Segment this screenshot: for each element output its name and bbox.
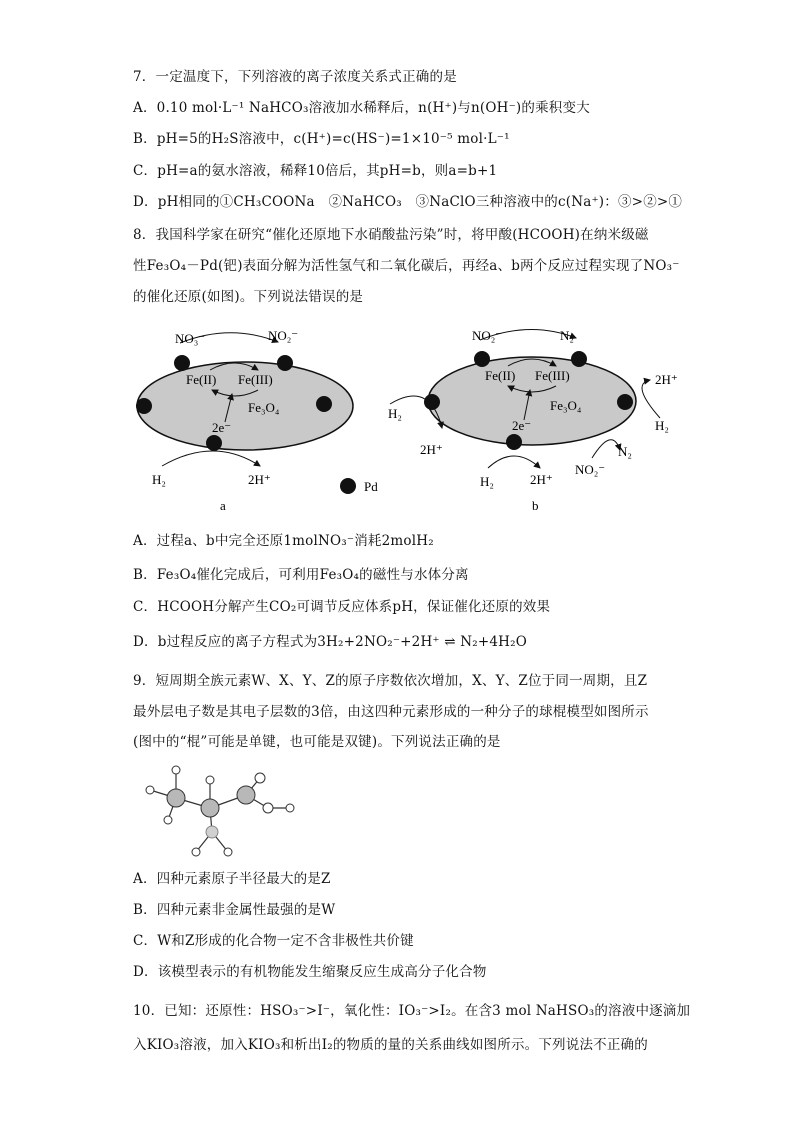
diagram-a-no2-label: NO₂⁻ (268, 328, 299, 343)
diagram-a-h2-label: H₂ (152, 472, 166, 487)
diagram-a-fe3-label: Fe(III) (238, 372, 273, 387)
diagram-b-left-h2-label: H₂ (388, 406, 402, 421)
diagram-b-electron-label: 2e⁻ (512, 418, 532, 433)
diagram-b-fe2-label: Fe(II) (485, 368, 516, 383)
diagram-b-bottom-n2-label: N₂ (618, 444, 632, 459)
diagram-b-bottom-no2-label: NO₂⁻ (575, 462, 606, 477)
q7-option-c: C．pH=a的氨水溶液，稀释10倍后，其pH=b，则a=b+1 (133, 163, 498, 179)
q8-option-d: D．b过程反应的离子方程式为3H₂+2NO₂⁻+2H⁺ ⇌ N₂+4H₂O (133, 634, 528, 650)
q8-stem-line1: 8．我国科学家在研究“催化还原地下水硝酸盐污染”时，将甲酸(HCOOH)在纳米级磁 (133, 227, 649, 243)
diagram-b-bottom-h2-label: H₂ (480, 474, 494, 489)
ball-and-stick-model (140, 760, 300, 860)
q7-stem: 7．一定温度下，下列溶液的离子浓度关系式正确的是 (133, 69, 457, 85)
q9-stem-line2: 最外层电子数是其电子层数的3倍，由这四种元素形成的一种分子的球棍模型如图所示 (133, 704, 649, 720)
diagram-b-fe3o4-label: Fe₃O₄ (550, 398, 582, 413)
diagram-a (136, 328, 353, 513)
q7-option-a: A．0.10 mol·L⁻¹ NaHCO₃溶液加水稀释后，n(H⁺)与n(OH⁻)的乘积变大 (133, 100, 590, 116)
q10-stem-line1: 10．已知：还原性：HSO₃⁻>I⁻，氧化性：IO₃⁻>I₂。在含3 mol NaHSO₃的溶液中逐滴加 (133, 1003, 691, 1019)
q8-stem-line2: 性Fe₃O₄－Pd(钯)表面分解为活性氢气和二氧化碳后，再经a、b两个反应过程实现了NO₃⁻ (133, 258, 680, 274)
diagram-b-right-h2-label: H₂ (655, 418, 669, 433)
pd-legend (340, 478, 378, 494)
q8-stem-line3: 的催化还原(如图)。下列说法错误的是 (133, 289, 364, 305)
q8-option-b: B．Fe₃O₄催化完成后，可利用Fe₃O₄的磁性与水体分离 (133, 567, 469, 583)
diagram-a-no3-label: NO₃⁻ (175, 331, 206, 346)
diagram-a-fe2-label: Fe(II) (186, 372, 217, 387)
diagram-b-no2-label: NO₂⁻ (472, 328, 503, 343)
diagram-b-bottom-h-label: 2H⁺ (530, 472, 553, 487)
q7-option-b: B．pH=5的H₂S溶液中，c(H⁺)=c(HS⁻)=1×10⁻⁵ mol·L⁻¹ (133, 131, 510, 147)
diagram-b-fe3-label: Fe(III) (535, 368, 570, 383)
q9-stem-line1: 9．短周期全族元素W、X、Y、Z的原子序数依次增加，X、Y、Z位于同一周期，且Z (133, 673, 648, 689)
q9-option-a: A．四种元素原子半径最大的是Z (133, 871, 331, 887)
q7-option-d: D．pH相同的①CH₃COONa ②NaHCO₃ ③NaClO三种溶液中的c(Na⁺)：③>②>① (133, 194, 683, 210)
diagram-a-fe3o4-label: Fe₃O₄ (248, 400, 280, 415)
q9-stem-line3: (图中的“棍”可能是单键，也可能是双键)。下列说法正确的是 (133, 734, 501, 750)
diagram-b (388, 328, 678, 513)
diagram-b-left-h-label: 2H⁺ (420, 442, 443, 457)
q10-stem-line2: 入KIO₃溶液，加入KIO₃和析出I₂的物质的量的关系曲线如图所示。下列说法不正确的 (133, 1037, 648, 1053)
q9-option-d: D．该模型表示的有机物能发生缩聚反应生成高分子化合物 (133, 964, 487, 980)
diagram-a-h-label: 2H⁺ (248, 472, 271, 487)
q9-option-c: C．W和Z形成的化合物一定不含非极性共价键 (133, 933, 414, 949)
catalytic-reduction-diagram (120, 318, 700, 518)
diagram-b-n2-label: N₂ (560, 328, 574, 343)
q9-option-b: B．四种元素非金属性最强的是W (133, 902, 336, 918)
diagram-a-electron-label: 2e⁻ (212, 420, 232, 435)
diagram-a-label: a (220, 498, 226, 513)
q8-option-a: A．过程a、b中完全还原1molNO₃⁻消耗2molH₂ (133, 533, 434, 549)
diagram-b-label: b (532, 498, 539, 513)
diagram-b-right-h-label: 2H⁺ (655, 372, 678, 387)
q8-option-c: C．HCOOH分解产生CO₂可调节反应体系pH，保证催化还原的效果 (133, 599, 551, 615)
pd-legend-label: Pd (364, 479, 378, 494)
